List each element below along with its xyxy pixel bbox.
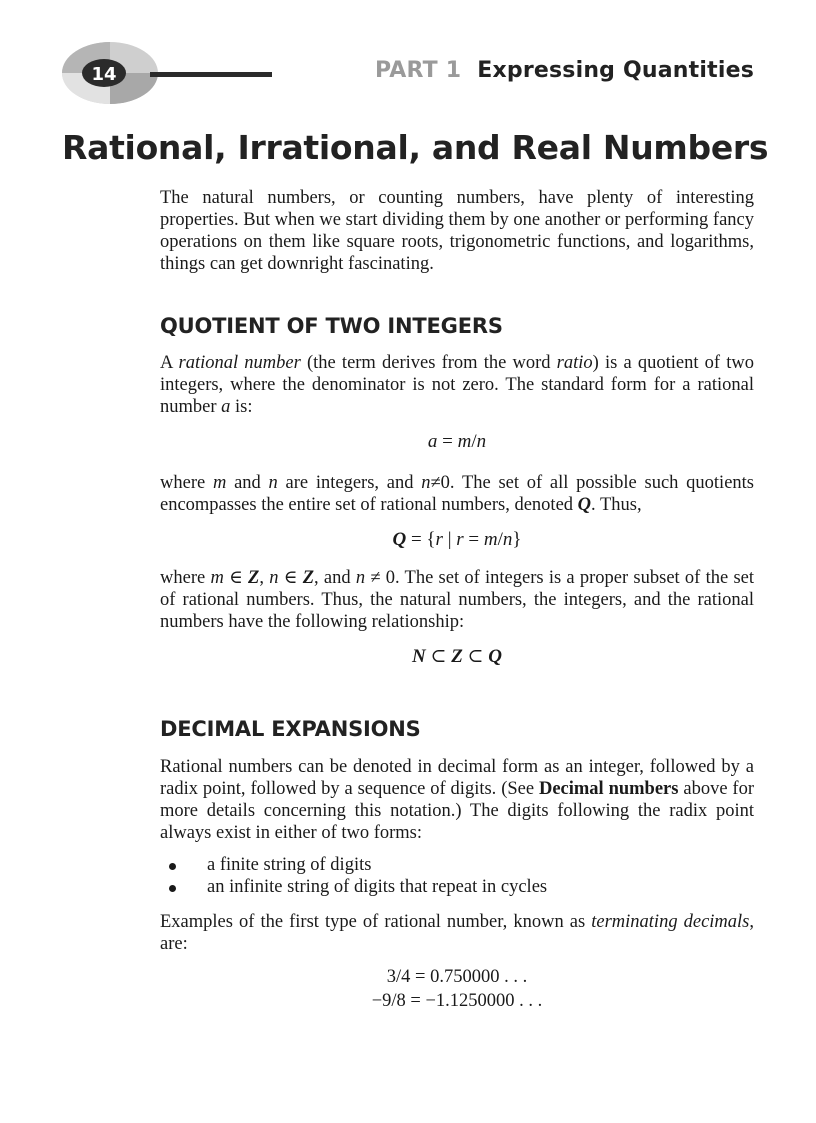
section1-paragraph-2-block bbox=[160, 472, 754, 516]
part-label: PART 1 bbox=[374, 58, 462, 83]
running-head bbox=[375, 58, 754, 83]
page-number: 14 bbox=[91, 63, 117, 85]
section1-paragraph-1: A rational number (the term derives from the word ratio) is a quotient of two integers, where the denominator is not zero. The standard form for a rational number a is: bbox=[160, 353, 754, 417]
bullet-dot-icon bbox=[169, 885, 176, 892]
cross-reference-decimal-numbers: Decimal numbers bbox=[538, 779, 679, 799]
equation-set-q: Q = {r | r = m/n} bbox=[392, 529, 522, 550]
chapter-label: Expressing Quantities bbox=[477, 58, 754, 83]
section-heading-decimal: DECIMAL EXPANSIONS bbox=[160, 717, 421, 741]
chapter-title: Rational, Irrational, and Real Numbers bbox=[62, 128, 769, 167]
bullet-list bbox=[160, 854, 754, 898]
section2-paragraph-1: Rational numbers can be denoted in decimal form as an integer, followed by a radix point, followed by a sequence of digits. (See Decimal numbers above for more details concerning this notation.) The digits following the radix point always exist in either of two forms: bbox=[160, 757, 754, 843]
section2-paragraph-2: Examples of the first type of rational number, known as terminating decimals, are: bbox=[160, 912, 755, 954]
section2-paragraph-1-block bbox=[160, 756, 754, 844]
intro-paragraph: The natural numbers, or counting numbers, have plenty of interesting properties. But when we start dividing them by one another or performing fancy operations on them like square roots, trigonometric functions, and logarithms, things can get downright fascinating. bbox=[160, 188, 754, 274]
section1-paragraph-1-block bbox=[160, 352, 754, 418]
section2-paragraph-2-block bbox=[160, 911, 754, 955]
term-terminating-decimals: terminating decimals bbox=[591, 912, 750, 932]
equation-a-equals-m-over-n: a = m/n bbox=[427, 431, 487, 452]
example-three-quarters: 3/4 = 0.750000 . . . bbox=[386, 967, 528, 987]
list-item: a finite string of digits bbox=[160, 854, 754, 876]
term-rational-number: rational number bbox=[178, 353, 301, 373]
section1-paragraph-3-block bbox=[160, 567, 754, 633]
equation-subset-chain: N ⊂ Z ⊂ Q bbox=[412, 646, 502, 667]
header-rule bbox=[150, 72, 272, 77]
intro-block bbox=[160, 187, 754, 275]
list-item: an infinite string of digits that repeat in cycles bbox=[160, 876, 754, 898]
bullet-dot-icon bbox=[169, 863, 176, 870]
example-negative-nine-eighths: −9/8 = −1.1250000 . . . bbox=[371, 991, 543, 1011]
section-heading-quotient: QUOTIENT OF TWO INTEGERS bbox=[160, 314, 503, 338]
section1-paragraph-2: where m and n are integers, and n≠0. The set of all possible such quotients encompasses the entire set of rational numbers, denoted Q. Thus, bbox=[160, 473, 754, 515]
section1-paragraph-3: where m ∈ Z, n ∈ Z, and n ≠ 0. The set of integers is a proper subset of the set of rational numbers. Thus, the natural numbers, the integers, and the rational numbers have the following relationship: bbox=[160, 568, 754, 632]
